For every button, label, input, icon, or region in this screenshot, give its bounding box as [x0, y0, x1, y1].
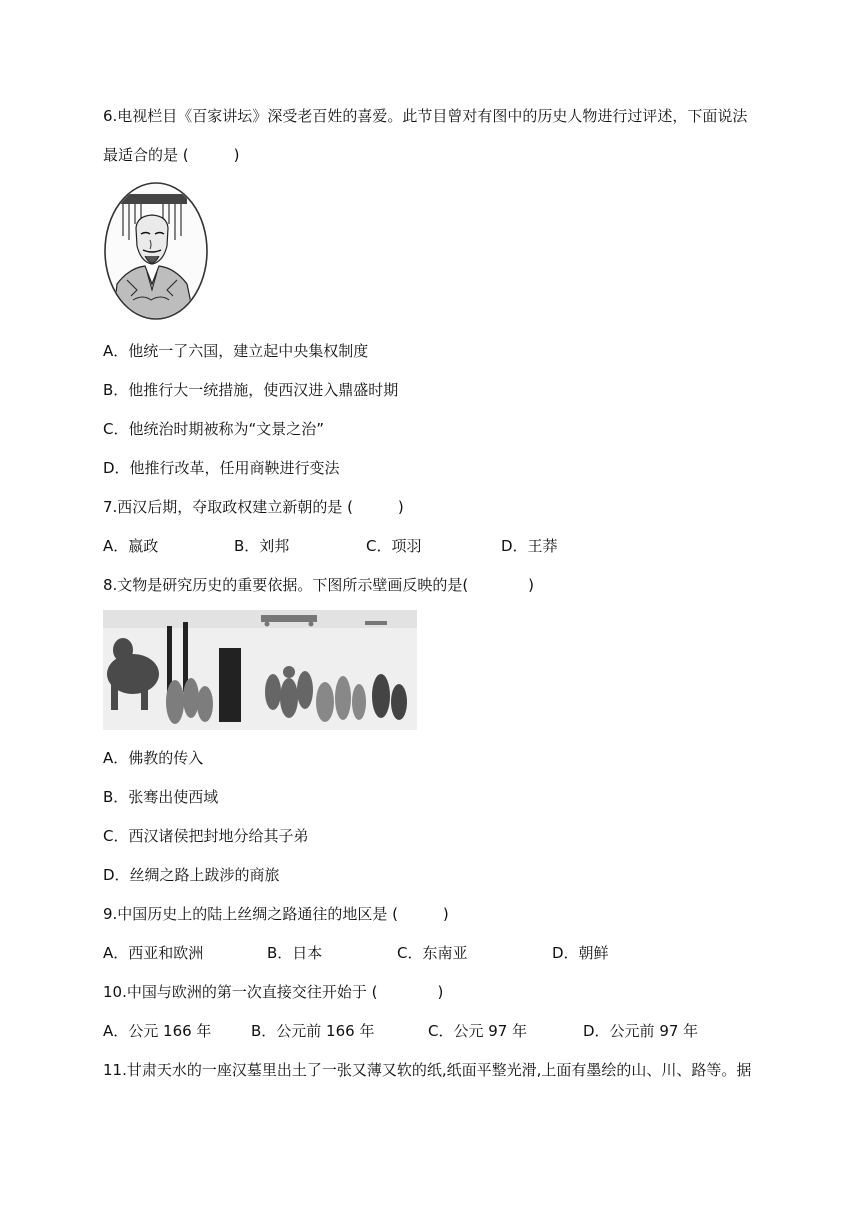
q10-option-c: C．公元 97 年	[428, 1022, 528, 1040]
q11-stem-line1: 11.甘肃天水的一座汉墓里出土了一张又薄又软的纸,纸面平整光滑,上面有墨绘的山、川、路等。据	[103, 1061, 752, 1079]
q10-stem: 10.中国与欧洲的第一次直接交往开始于 ( )	[103, 983, 444, 1001]
q8-option-c: C．西汉诸侯把封地分给其子弟	[103, 827, 309, 845]
q8-stem: 8.文物是研究历史的重要依据。下图所示壁画反映的是( )	[103, 576, 535, 594]
q9-option-d: D．朝鲜	[552, 944, 609, 962]
q9-options-row	[103, 943, 803, 963]
q6-option-c: C．他统治时期被称为“文景之治”	[103, 420, 325, 438]
q7-stem: 7.西汉后期，夺取政权建立新朝的是 ( )	[103, 498, 404, 516]
q9-stem: 9.中国历史上的陆上丝绸之路通往的地区是 ( )	[103, 905, 449, 923]
q7-option-d: D．王莽	[501, 537, 558, 555]
q7-option-a: A．嬴政	[103, 537, 159, 555]
mural-figure	[103, 610, 417, 730]
q7-options-row	[103, 536, 803, 556]
emperor-portrait-figure	[103, 180, 209, 322]
q6-stem-line1: 6.电视栏目《百家讲坛》深受老百姓的喜爱。此节目曾对有图中的历史人物进行过评述，下面说法	[103, 107, 748, 125]
q7-option-c: C．项羽	[366, 537, 422, 555]
q9-option-c: C．东南亚	[397, 944, 468, 962]
q9-option-b: B．日本	[267, 944, 323, 962]
q6-option-b: B．他推行大一统措施，使西汉进入鼎盛时期	[103, 381, 399, 399]
emperor-portrait-illustration	[103, 180, 209, 322]
q10-options-row	[103, 1021, 803, 1041]
q10-option-d: D．公元前 97 年	[583, 1022, 699, 1040]
q8-option-d: D．丝绸之路上跋涉的商旅	[103, 866, 280, 884]
q10-option-b: B．公元前 166 年	[251, 1022, 375, 1040]
q10-option-a: A．公元 166 年	[103, 1022, 212, 1040]
q6-stem-line2: 最适合的是 ( )	[103, 146, 240, 164]
q9-option-a: A．西亚和欧洲	[103, 944, 204, 962]
q8-option-b: B．张骞出使西域	[103, 788, 219, 806]
q6-option-d: D．他推行改革，任用商鞅进行变法	[103, 459, 340, 477]
q6-option-a: A．他统一了六国，建立起中央集权制度	[103, 342, 369, 360]
q7-option-b: B．刘邦	[234, 537, 290, 555]
mural-illustration	[103, 610, 417, 730]
q8-option-a: A．佛教的传入	[103, 749, 204, 767]
